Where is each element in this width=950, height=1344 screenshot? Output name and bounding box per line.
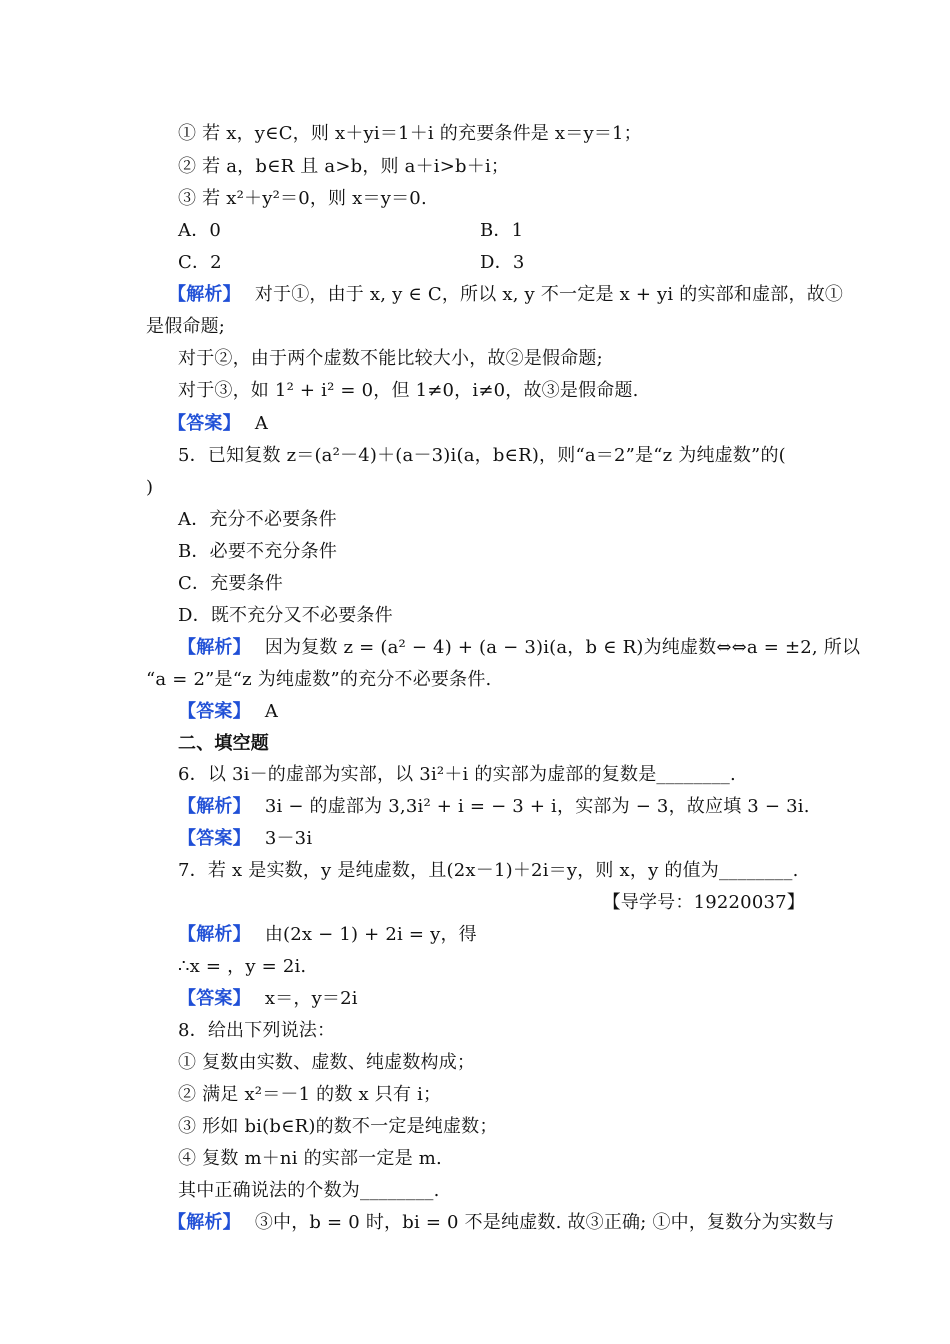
q4-analysis-line-4: 对于③，如 1² + i² = 0，但 1≠0，i≠0，故③是假命题.	[178, 380, 639, 401]
q8-statement-3: ③ 形如 bi(b∈R)的数不一定是纯虚数；	[178, 1116, 498, 1137]
q8-stem: 8．给出下列说法：	[178, 1020, 336, 1041]
analysis-tag: 【解析】	[178, 796, 251, 817]
q5-option-c: C．充要条件	[178, 573, 283, 594]
q5-analysis-line-1: 【解析】 因为复数 z = (a² − 4) + (a − 3)i(a，b ∈ R)为纯虚数⇔⇔a = ±2, 所以	[178, 637, 861, 658]
analysis-tag: 【解析】	[168, 1212, 241, 1233]
q4-option-d: D．3	[480, 252, 525, 273]
q6-answer: 【答案】 3－3i	[178, 828, 313, 849]
q5-stem-line-2: )	[146, 477, 154, 498]
analysis-tag: 【解析】	[168, 284, 241, 305]
statement-2: ② 若 a，b∈R 且 a>b，则 a＋i>b＋i；	[178, 156, 510, 177]
q5-option-b: B．必要不充分条件	[178, 541, 338, 562]
q4-option-c: C．2	[178, 252, 222, 273]
q4-options-row-1	[178, 219, 523, 243]
q4-option-a: A．0	[178, 220, 222, 241]
q8-statement-4: ④ 复数 m＋ni 的实部一定是 m.	[178, 1148, 442, 1169]
q4-options-row-2	[178, 251, 524, 275]
q6-analysis: 【解析】 3i − 的虚部为 3,3i² + i = − 3 + i，实部为 − 3，故应填 3 − 3i.	[178, 796, 810, 817]
q5-option-d: D．既不充分又不必要条件	[178, 605, 393, 626]
answer-tag: 【答案】	[178, 828, 251, 849]
q8-statement-2: ② 满足 x²＝－1 的数 x 只有 i；	[178, 1084, 442, 1105]
q6-stem: 6．以 3i－的虚部为实部，以 3i²＋i 的实部为虚部的复数是________.	[178, 764, 736, 785]
analysis-tag: 【解析】	[178, 924, 251, 945]
statement-1: ① 若 x，y∈C，则 x＋yi＝1＋i 的充要条件是 x＝y＝1；	[178, 123, 642, 144]
q4-analysis-line-1: 【解析】 对于①，由于 x, y ∈ C，所以 x, y 不一定是 x + yi 的实部和虚部，故①	[168, 284, 844, 305]
q7-stem: 7．若 x 是实数，y 是纯虚数，且(2x－1)＋2i＝y，则 x，y 的值为________.	[178, 860, 799, 881]
answer-tag: 【答案】	[168, 413, 241, 434]
answer-tag: 【答案】	[178, 988, 251, 1009]
q8-question: 其中正确说法的个数为________.	[178, 1180, 440, 1201]
guide-number: 【导学号：19220037】	[602, 892, 805, 913]
answer-tag: 【答案】	[178, 701, 251, 722]
q7-analysis-line-1: 【解析】 由(2x − 1) + 2i = y，得	[178, 924, 477, 945]
q4-option-b: B．1	[480, 220, 524, 241]
q5-answer: 【答案】 A	[178, 701, 279, 722]
q5-stem-line-1: 5．已知复数 z＝(a²－4)＋(a－3)i(a，b∈R)，则“a＝2”是“z 为纯虚数”的(	[178, 445, 786, 466]
q7-analysis-line-2: ∴x = ，y = 2i.	[178, 956, 307, 977]
statement-3: ③ 若 x²＋y²＝0，则 x＝y＝0.	[178, 188, 427, 209]
q5-option-a: A．充分不必要条件	[178, 509, 337, 530]
q7-answer: 【答案】 x＝，y＝2i	[178, 988, 358, 1009]
q8-analysis-line-1: 【解析】 ③中，b = 0 时，bi = 0 不是纯虚数. 故③正确; ①中，复数分为实数与	[168, 1212, 835, 1233]
q8-statement-1: ① 复数由实数、虚数、纯虚数构成；	[178, 1052, 476, 1073]
analysis-tag: 【解析】	[178, 637, 251, 658]
section-heading: 二、填空题	[178, 733, 269, 754]
q5-analysis-line-2: “a = 2”是“z 为纯虚数”的充分不必要条件.	[146, 669, 492, 690]
q4-analysis-line-3: 对于②，由于两个虚数不能比较大小，故②是假命题;	[178, 348, 603, 369]
q4-answer: 【答案】 A	[168, 413, 269, 434]
q4-analysis-line-2: 是假命题;	[146, 316, 226, 337]
